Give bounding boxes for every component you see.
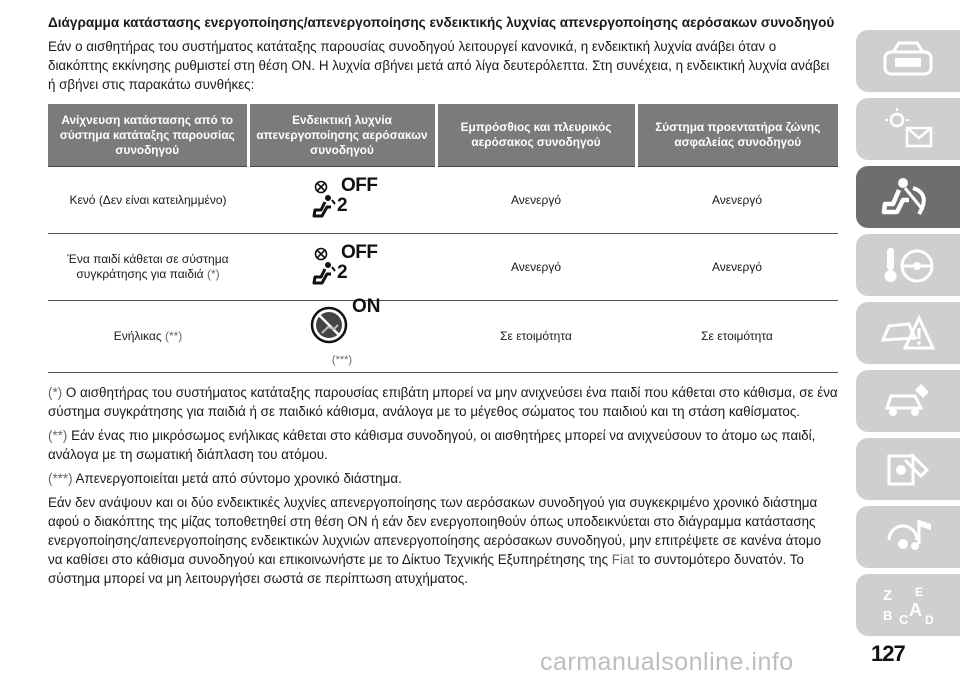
car-warning-icon <box>879 310 937 356</box>
tab-warning-lights[interactable] <box>856 98 960 160</box>
header-front-side-airbag: Εμπρόσθιος και πλευρικός αερόσακος συνοδηγού <box>436 104 636 167</box>
table-row <box>48 301 838 373</box>
table-row <box>48 234 838 301</box>
airbag-cell: Σε ετοιμότητα <box>436 301 636 373</box>
intro-paragraph: Εάν ο αισθητήρας του συστήματος κατάταξης παρουσίας συνοδηγού λειτουργεί κανονικά, η ενδεικτική λυχνία ανάβει όταν ο διακόπτης εκκίνησης ρυθμιστεί στη θέση ON. Η λυχνία σβήνει μετά από λίγα δευτερόλεπτα. Στη συνέχεια, η ενδεικτική λυχνία ανάβει ή σβήνει στις παρακάτω συνθήκες: <box>48 39 830 92</box>
tab-maintenance[interactable] <box>856 370 960 432</box>
warning-lights-icon <box>879 106 937 152</box>
svg-text:E: E <box>915 585 924 599</box>
airbag-on-indicator-icon: ON <box>306 305 378 351</box>
lamp-cell <box>248 296 436 373</box>
brand-name: Fiat <box>611 552 635 567</box>
footnote: (*) Ο αισθητήρας του συστήματος κατάταξης παρουσίας επιβάτη μπορεί να μην ανιχνεύσει ένα παιδί που κάθεται στο κάθισμα, σε ένα σύστημα συγκράτησης για παιδιά ή σε παιδικό κάθισμα, ανάλογα με το μέγεθος σώματος του παιδιού και τη στάση καθίσματος. <box>48 385 838 419</box>
pretensioner-cell: Σε ετοιμότητα <box>636 301 838 373</box>
airbag-cell: Ανενεργό <box>436 167 636 234</box>
svg-text:D: D <box>925 613 934 627</box>
tab-dashboard[interactable] <box>856 30 960 92</box>
airbag-cell: Ανενεργό <box>436 234 636 301</box>
section-heading: Διάγραμμα κατάστασης ενεργοποίησης/απενεργοποίησης ενδεικτικής λυχνίας απενεργοποίησης αερόσακων συνοδηγού <box>48 15 835 30</box>
multimedia-icon <box>879 514 937 560</box>
header-belt-pretensioner: Σύστημα προεντατήρα ζώνης ασφαλείας συνοδηγού <box>636 104 838 167</box>
header-detection-state: Ανίχνευση κατάστασης από το σύστημα κατάταξης παρουσίας συνοδηγού <box>48 104 248 167</box>
page-content <box>48 14 838 593</box>
footnote: (***) Απενεργοποιείται μετά από σύντομο χρονικό διάστημα. <box>48 471 402 486</box>
state-cell: Ένα παιδί κάθεται σε σύστημα συγκράτησης για παιδιά (*) <box>48 234 248 301</box>
tab-starting-driving[interactable] <box>856 234 960 296</box>
car-dashboard-icon <box>879 38 937 84</box>
lamp-cell <box>248 234 436 301</box>
tab-technical-data[interactable] <box>856 438 960 500</box>
car-service-icon <box>879 378 937 424</box>
state-cell: Κενό (Δεν είναι κατειλημμένο) <box>48 167 248 234</box>
key-steering-wheel-icon <box>879 242 937 288</box>
tab-index[interactable] <box>856 574 960 636</box>
svg-text:A: A <box>909 600 922 620</box>
alphabetical-index-icon <box>879 582 937 628</box>
svg-text:C: C <box>899 612 909 627</box>
watermark: carmanualsonline.info <box>540 648 794 676</box>
airbag-passenger-icon <box>879 174 937 220</box>
airbag-off-indicator-icon: OFF 2 <box>311 180 373 220</box>
table-header-row <box>48 104 838 167</box>
tab-multimedia[interactable] <box>856 506 960 568</box>
state-cell: Ενήλικας (**) <box>48 301 248 373</box>
footnotes <box>48 383 838 488</box>
pretensioner-cell: Ανενεργό <box>636 167 838 234</box>
lamp-footnote: (***) <box>331 354 353 366</box>
airbag-off-indicator-icon: OFF 2 <box>311 247 373 287</box>
pretensioner-cell: Ανενεργό <box>636 234 838 301</box>
tab-safety[interactable] <box>856 166 960 228</box>
svg-text:Z: Z <box>883 587 893 604</box>
header-indicator-lamp: Ενδεικτική λυχνία απενεργοποίησης αερόσακων συνοδηγού <box>248 104 436 167</box>
technical-data-icon <box>879 446 937 492</box>
svg-text:B: B <box>883 608 893 623</box>
airbag-status-table <box>48 104 838 373</box>
page-number: 127 <box>871 641 905 666</box>
tab-emergency[interactable] <box>856 302 960 364</box>
lamp-cell <box>248 167 436 234</box>
table-row <box>48 167 838 234</box>
closing-paragraph: Εάν δεν ανάψουν και οι δύο ενδεικτικές λυχνίες απενεργοποίησης των αερόσακων συνοδηγού για συγκεκριμένο χρονικό διάστημα αφού ο διακόπτης της μίζας τοποθετηθεί στη θέση ON ή εάν δεν ενεργοποιηθούν όπως υποδεικνύεται στο διάγραμμα κατάστασης ενεργοποίησης/απενεργοποίησης ενδεικτικών λυχνιών απενεργοποίησης αερόσακων συνοδηγού, μην επιτρέψετε σε κανένα άτομο να καθίσει στο κάθισμα συνοδηγού και επικοινωνήστε με το Δίκτυο Τεχνικής Εξυπηρέτησης της Fiat το συντομότερο δυνατόν. Το σύστημα μπορεί να μη λειτουργήσει σωστά σε περίπτωση ατυχήματος. <box>48 495 822 586</box>
footnote: (**) Εάν ένας πιο μικρόσωμος ενήλικας κάθεται στο κάθισμα συνοδηγού, οι αισθητήρες μπορεί να ανιχνεύσουν το άτομο ως παιδί, ανάλογα με τη σωματική διάπλαση του ατόμου. <box>48 428 816 462</box>
